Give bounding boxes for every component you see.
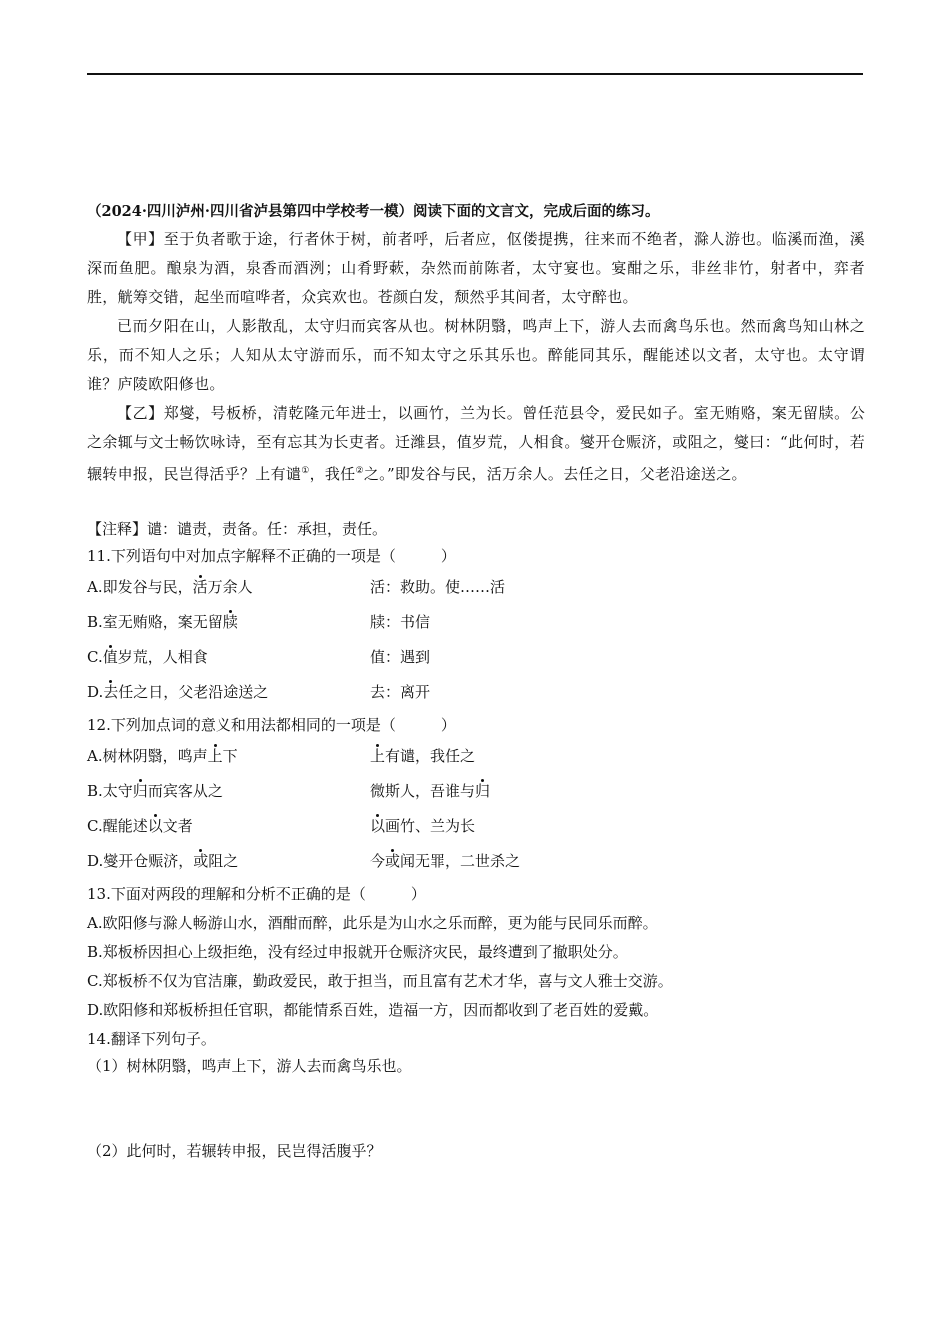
passage-yi-text-3: 之。”即发谷与民，活万余人。去任之日，父老沿途送之。	[363, 465, 747, 483]
passage-yi-text-1: 【乙】郑燮，号板桥，清乾隆元年进士，以画竹，兰为长。曾任范县令，爱民如子。室无贿赂，案无留牍。公之余辄与文士畅饮咏诗，至有忘其为长吏者。迁潍县，值岁荒，人相食。燮开仓赈济，或阻之，燮曰：“此何时，若辗转申报，民岂得活乎？上有谴	[87, 404, 865, 483]
question-14-stem: 14.翻译下列句子。	[87, 1030, 216, 1048]
q12-option-d	[87, 850, 238, 872]
q13-option-c: C.郑板桥不仅为官洁廉，勤政爱民，敢于担当，而且富有艺术才华，喜与文人雅士交游。	[87, 972, 673, 990]
question-title: （2024·四川泸州·四川省泸县第四中学校考一模）阅读下面的文言文，完成后面的练习。	[87, 203, 660, 220]
q11-c-dotted-char: 值	[102, 648, 118, 666]
q12-b-text-tail: 而宾客从之	[147, 782, 223, 800]
q11-a-text-tail: 万余人	[207, 578, 253, 596]
q12-d2-text: 今	[370, 852, 386, 870]
q12-option-c	[87, 815, 193, 837]
q11-option-a	[87, 576, 253, 598]
q12-option-d-compare	[370, 850, 520, 871]
q12-b-dotted-char: 归	[132, 782, 148, 800]
q12-d-text: D.燮开仓赈济，	[87, 852, 194, 870]
q12-b2-dotted-char: 归	[475, 782, 491, 800]
q11-a-text: A.即发谷与民，	[87, 578, 193, 596]
q11-d-dotted-char: 去	[103, 683, 119, 701]
q11-option-b	[87, 611, 238, 633]
q12-option-b	[87, 780, 223, 802]
passage-jia-paragraph-1: 【甲】至于负者歌于途，行者休于树，前者呼，后者应，伛偻提携，往来而不绝者，滁人游也。临溪而渔，溪深而鱼肥。酿泉为酒，泉香而酒洌；山肴野蔌，杂然而前陈者，太守宴也。宴酣之乐，非丝非竹，射者中，弈者胜，觥筹交错，起坐而喧哗者，众宾欢也。苍颜白发，颓然乎其间者，太守醉也。	[87, 230, 865, 306]
q12-b-text: B.太守	[87, 782, 133, 800]
q13-option-b: B.郑板桥因担心上级拒绝，没有经过申报就开仓赈济灾民，最终遭到了撤职处分。	[87, 943, 628, 961]
q12-b2-text: 微斯人，吾谁与	[370, 782, 476, 800]
q12-option-b-compare	[370, 780, 490, 801]
question-13-stem: 13.下面对两段的理解和分析不正确的是（ ）	[87, 885, 426, 903]
q11-option-c-explanation: 值：遇到	[370, 648, 431, 666]
q12-d2-dotted-char: 或	[385, 852, 401, 870]
q14-sentence-1: （1）树林阴翳，鸣声上下，游人去而禽鸟乐也。	[87, 1057, 412, 1075]
q12-a2-dotted-char: 上	[370, 747, 386, 765]
q11-d-text-tail: 任之日，父老沿途送之	[118, 683, 269, 701]
q12-c-text-tail: 文者	[162, 817, 193, 835]
q11-d-text: D.	[87, 683, 104, 701]
footnote-marker-1: ①	[301, 466, 310, 476]
passage-yi-paragraph	[87, 399, 865, 489]
q12-c-dotted-char: 以	[147, 817, 163, 835]
q11-option-c	[87, 646, 208, 668]
header-rule	[87, 73, 863, 75]
q11-option-d	[87, 681, 268, 703]
q11-option-a-explanation: 活：救助。使……活	[370, 578, 506, 596]
q11-option-b-explanation: 牍：书信	[370, 613, 431, 631]
footnote-marker-2: ②	[355, 466, 364, 476]
q12-option-c-compare	[370, 815, 475, 836]
q11-option-d-explanation: 去：离开	[370, 683, 431, 701]
q12-d2-text-tail: 闻无罪，二世杀之	[400, 852, 521, 870]
q12-a2-text-tail: 有谴，我任之	[385, 747, 476, 765]
q13-option-a: A.欧阳修与滁人畅游山水，酒酣而醉，此乐是为山水之乐而醉，更为能与民同乐而醉。	[87, 914, 658, 932]
q11-c-text-tail: 岁荒，人相食	[117, 648, 208, 666]
q12-c-text: C.醒能述	[87, 817, 148, 835]
q12-a-dotted-char: 上	[207, 747, 223, 765]
q12-d-text-tail: 阻之	[208, 852, 239, 870]
passage-jia-paragraph-2: 已而夕阳在山，人影散乱，太守归而宾客从也。树林阴翳，鸣声上下，游人去而禽鸟乐也。然而禽鸟知山林之乐，而不知人之乐；人知从太守游而乐，而不知太守之乐其乐也。醉能同其乐，醒能述以文者，太守也。太守谓谁？庐陵欧阳修也。	[87, 317, 865, 393]
q14-sentence-2: （2）此何时，若辗转申报，民岂得活腹乎？	[87, 1142, 382, 1160]
q12-a-text: A.树林阴翳，鸣声	[87, 747, 208, 765]
q12-a-text-tail: 下	[222, 747, 238, 765]
q12-option-a-compare	[370, 745, 475, 766]
annotation-note: 【注释】谴：谴责，责备。任：承担，责任。	[87, 520, 388, 538]
q11-b-text: B.室无贿赂，案无留	[87, 613, 223, 631]
q11-c-text: C.	[87, 648, 103, 666]
q12-d-dotted-char: 或	[193, 852, 209, 870]
q12-c2-dotted-char: 以	[370, 817, 386, 835]
q11-b-dotted-char: 牍	[222, 613, 238, 631]
passage-yi-text-2: ，我任	[309, 465, 356, 483]
q11-a-dotted-char: 活	[192, 578, 208, 596]
q12-c2-text-tail: 画竹、兰为长	[385, 817, 476, 835]
question-11-stem: 11.下列语句中对加点字解释不正确的一项是（ ）	[87, 547, 456, 565]
q13-option-d: D.欧阳修和郑板桥担任官职，都能情系百姓，造福一方，因而都收到了老百姓的爱戴。	[87, 1001, 659, 1019]
q12-option-a	[87, 745, 238, 767]
question-12-stem: 12.下列加点词的意义和用法都相同的一项是（ ）	[87, 716, 456, 734]
